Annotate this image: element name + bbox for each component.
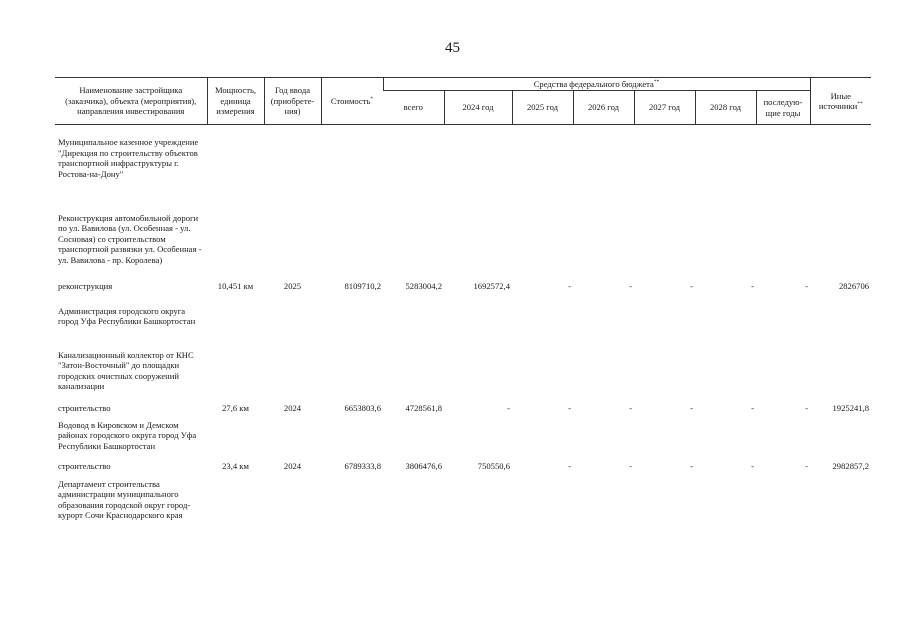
federal-2024-cell: - <box>507 402 510 413</box>
table-row <box>55 125 871 203</box>
table-row <box>55 281 871 303</box>
federal-2024-cell: 750550,6 <box>477 460 510 471</box>
federal-2027-cell: - <box>690 280 693 291</box>
federal-2025-cell: - <box>568 460 571 471</box>
table-row <box>55 461 871 477</box>
federal-2025-cell: - <box>568 402 571 413</box>
federal-2028-cell: - <box>751 280 754 291</box>
header-2027: 2027 год <box>634 91 695 125</box>
cost-cell: 6789333,8 <box>344 460 381 471</box>
other-sources-cell: 2982857,2 <box>832 460 870 471</box>
investment-direction: строительство <box>58 460 111 471</box>
organization-name: Муниципальное казенное учреждение "Дирекция по строительству объектов транспортной инфраструктуры г. Ростова-на-Дону" <box>58 137 199 179</box>
header-2025: 2025 год <box>512 91 573 125</box>
investment-direction: реконструкция <box>58 280 113 291</box>
header-federal-total: всего <box>383 91 444 125</box>
table-row <box>55 203 871 281</box>
header-capacity: Мощность, единица измерения <box>207 78 264 125</box>
page-number: 45 <box>445 40 460 56</box>
federal-total-cell: 5283004,2 <box>405 280 442 291</box>
object-name: Реконструкция автомобильной дороги по ул. Вавилова (ул. Особенная - ул. Сосновая) со строительством транспортной развязки ул. Особенная - ул. Вавилова - пр. Королева) <box>58 212 202 265</box>
object-name: Водовод в Кировском и Демском районах городского округа город Уфа Республики Башкортостан <box>58 419 197 451</box>
cost-cell: 8109710,2 <box>344 280 381 291</box>
table-row <box>55 347 871 403</box>
federal-2027-cell: - <box>690 460 693 471</box>
investment-direction: строительство <box>58 402 111 413</box>
object-name: Канализационный коллектор от КНС "Затон-Восточный" до площадки городских очистных сооружений канализации <box>58 349 194 391</box>
federal-2026-cell: - <box>629 460 632 471</box>
other-sources-cell: 1925241,8 <box>832 402 870 413</box>
header-cost-footnote: * <box>370 95 374 102</box>
investment-table <box>55 77 871 537</box>
table-row <box>55 403 871 419</box>
year-cell: 2025 <box>283 280 302 291</box>
capacity-cell: 23,4 км <box>222 460 249 471</box>
table-row <box>55 477 871 537</box>
header-2024: 2024 год <box>444 91 512 125</box>
header-other-sources <box>810 78 871 125</box>
federal-later-cell: - <box>805 402 809 413</box>
header-other-label: Иные источники <box>818 90 858 111</box>
other-sources-cell: 2826706 <box>838 280 870 291</box>
federal-2027-cell: - <box>690 402 693 413</box>
capacity-cell: 10,451 км <box>217 280 254 291</box>
header-2028: 2028 год <box>695 91 756 125</box>
header-later-years: последую- щие годы <box>756 91 810 125</box>
header-name: Наименование застройщика (заказчика), объекта (мероприятия), направления инвестирования <box>55 78 207 125</box>
federal-later-cell: - <box>805 280 809 291</box>
year-cell: 2024 <box>283 402 302 413</box>
header-2026: 2026 год <box>573 91 634 125</box>
table-row <box>55 419 871 461</box>
organization-name: Департамент строительства администрации муниципального образования городской округ город-курорт Сочи Краснодарского края <box>58 478 191 520</box>
header-other-footnote: ** <box>857 101 863 108</box>
organization-name: Администрация городского округа город Уфа Республики Башкортостан <box>58 305 196 326</box>
header-federal-label: Средства федерального бюджета <box>533 78 654 89</box>
federal-2024-cell: 1692572,4 <box>473 280 510 291</box>
header-federal-footnote: ** <box>653 78 660 85</box>
federal-2028-cell: - <box>751 402 754 413</box>
federal-2028-cell: - <box>751 460 754 471</box>
header-cost-label: Стоимость <box>330 95 371 106</box>
header-year: Год ввода (приобрете- ния) <box>264 78 321 125</box>
federal-2025-cell: - <box>568 280 571 291</box>
header-federal-budget <box>383 78 810 91</box>
federal-2026-cell: - <box>629 280 632 291</box>
year-cell: 2024 <box>283 460 302 471</box>
header-cost <box>321 78 383 125</box>
federal-total-cell: 3806476,6 <box>405 460 442 471</box>
federal-total-cell: 4728561,8 <box>405 402 442 413</box>
table-row <box>55 303 871 347</box>
federal-later-cell: - <box>805 460 809 471</box>
capacity-cell: 27,6 км <box>222 402 249 413</box>
cost-cell: 6653803,6 <box>344 402 381 413</box>
federal-2026-cell: - <box>629 402 632 413</box>
